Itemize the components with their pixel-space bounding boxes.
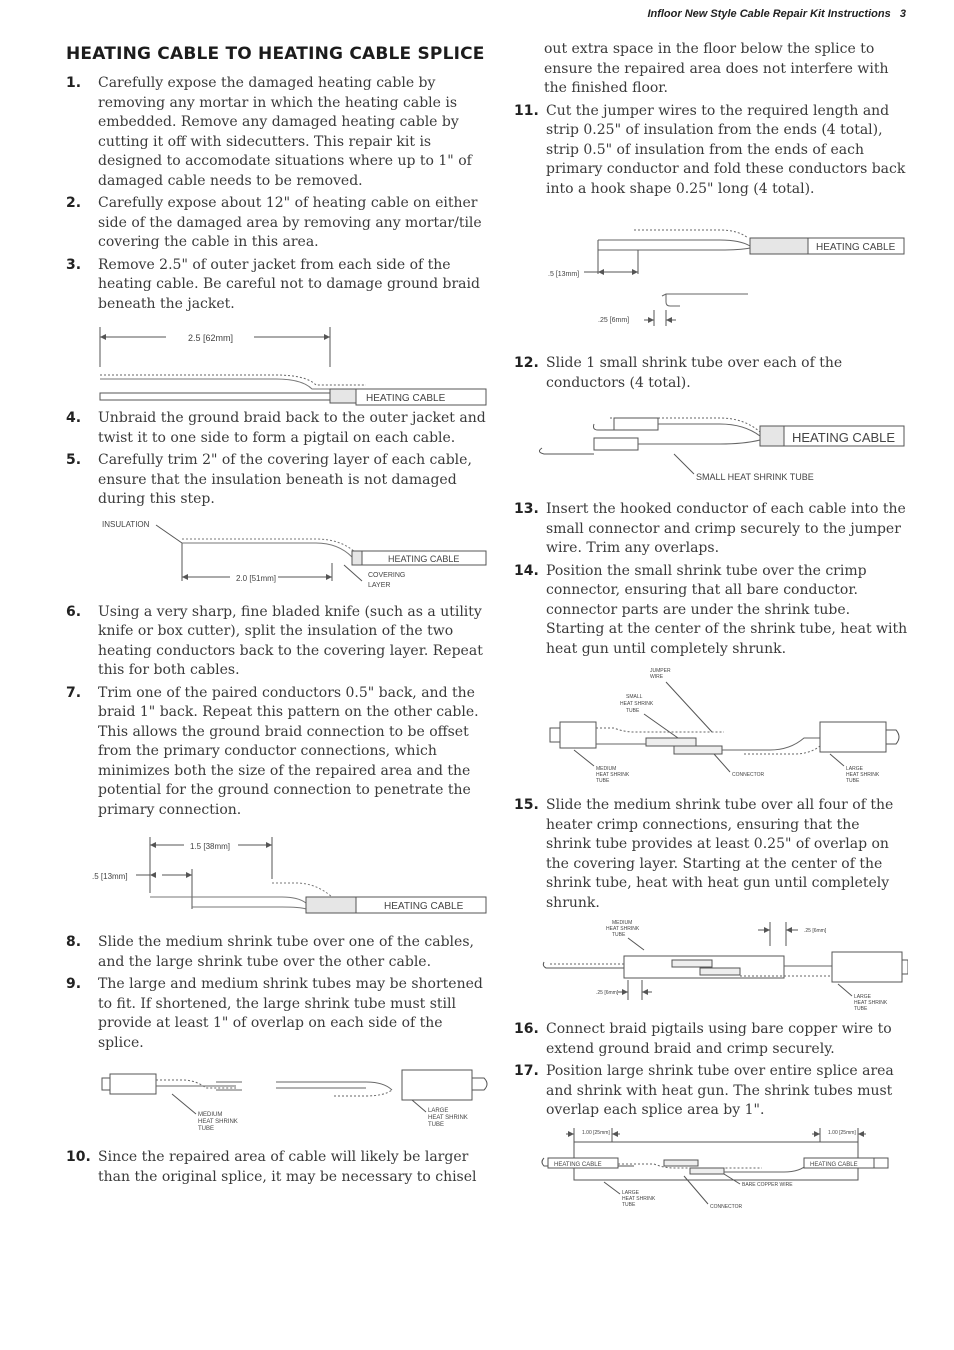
fig17-bare: BARE COPPER WIRE: [742, 1181, 793, 1188]
fig9-medium3: TUBE: [198, 1126, 215, 1132]
fig17-large1: LARGE: [622, 1189, 639, 1196]
step-6: 6. Using a very sharp, fine bladed knife (such as a utility knife or box cutter), split the insulation of the two heating conductors back to the covering layer. Repeat this for both cables.: [66, 603, 483, 678]
fig15-dim2: .25 [6mm]: [596, 990, 619, 996]
fig15-medium2: HEAT SHRINK: [606, 926, 640, 932]
fig17-large2: HEAT SHRINK: [622, 1195, 656, 1202]
figure-outer-jacket-removal: [66, 317, 490, 409]
section-title: HEATING CABLE TO HEATING CABLE SPLICE: [66, 44, 485, 64]
fig7-dim-top: 1.5 [38mm]: [190, 842, 231, 851]
header-title: Infloor New Style Cable Repair Kit Instructions: [647, 8, 891, 20]
fig17-large3: TUBE: [622, 1201, 636, 1208]
step-3: 3. Remove 2.5" of outer jacket from each side of the heating cable. Be careful not to damage ground braid beneath the jacket.: [66, 256, 480, 312]
fig15-medium1: MEDIUM: [612, 920, 633, 926]
fig14-large3: TUBE: [846, 778, 860, 784]
step-8: 8. Slide the medium shrink tube over one of the cables, and the large shrink tube over the other cable.: [66, 934, 474, 970]
fig15-large2: HEAT SHRINK: [854, 1000, 888, 1006]
fig3-label: HEATING CABLE: [366, 393, 446, 404]
fig14-small2: HEAT SHRINK: [620, 701, 654, 707]
fig5-label: HEATING CABLE: [388, 553, 460, 564]
step-16: 16. Connect braid pigtails using bare copper wire to extend ground braid and crimp securely.: [514, 1021, 892, 1057]
fig5-covering: COVERING: [368, 571, 406, 579]
figure-shrink-tubes: [66, 1056, 490, 1142]
step-9: 9. The large and medium shrink tubes may be shortened to fit. If shortened, the large shrink tube must still provide at least 1" of overlap on each side of the splice.: [66, 976, 483, 1051]
step-13: 13. Insert the hooked conductor of each cable into the small connector and crimp securely to the jumper wire. Trim any overlaps.: [514, 501, 906, 556]
fig5-layer: LAYER: [368, 581, 391, 589]
fig7-dim-left: .5 [13mm]: [92, 872, 128, 881]
fig17-dim2: 1.00 [25mm]: [828, 1129, 856, 1136]
step-7: 7. Trim one of the paired conductors 0.5" back, and the braid 1" back. Repeat this pattern on the other cable. This allows the ground braid connection to be offset from the primary conductor connections, which minimizes both the size of the repaired area and the potential for the ground connection to penetrate the primary connection.: [66, 684, 479, 818]
fig17-connector: CONNECTOR: [710, 1203, 743, 1210]
step-10-continued: out extra space in the floor below the splice to ensure the repaired area does not interfere with the finished floor.: [544, 41, 889, 96]
figure-conductor-trim: [66, 823, 490, 933]
fig5-dim: 2.0 [51mm]: [236, 573, 277, 583]
fig15-dim1: .25 [6mm]: [804, 928, 827, 934]
page-header: [647, 8, 906, 20]
fig9-large2: HEAT SHRINK: [428, 1115, 468, 1121]
right-column: [514, 40, 908, 1224]
step-2: 2. Carefully expose about 12" of heating cable on either side of the damaged area by removing any mortar/tile covering the cable in this area.: [66, 195, 482, 250]
fig14-small3: TUBE: [626, 708, 640, 714]
fig9-large3: TUBE: [428, 1122, 445, 1128]
fig12-label: HEATING CABLE: [792, 430, 896, 445]
fig14-large2: HEAT SHRINK: [846, 772, 880, 778]
fig14-connector: CONNECTOR: [732, 772, 765, 778]
fig14-medium2: HEAT SHRINK: [596, 772, 630, 778]
fig9-large1: LARGE: [428, 1108, 449, 1114]
left-column: [66, 40, 490, 1190]
step-15: 15. Slide the medium shrink tube over all four of the heater crimp connections, ensuring that the shrink tube provides at least 0.25" of overlap on the covering layer. Starting at the center of the shrink tube, heat with heat gun until completely shrunk.: [514, 797, 894, 911]
figure-medium-shrink-tube: [514, 916, 908, 1020]
fig11-dim1: .5 [13mm]: [548, 271, 580, 278]
fig15-large1: LARGE: [854, 994, 871, 1000]
fig14-medium1: MEDIUM: [596, 766, 617, 772]
fig17-label-right: HEATING CABLE: [810, 1161, 858, 1168]
step-5: 5. Carefully trim 2" of the covering layer of each cable, ensure that the insulation beneath is not damaged during this step.: [66, 452, 472, 507]
step-1: 1. Carefully expose the damaged heating cable by removing any mortar in which the heating cable is embedded. Remove any damaged heating cable by cutting it off with sidecutters. This repair kit is designed to accomodate situations where up to 1" of damaged cable needs to be removed.: [66, 75, 472, 189]
fig17-dim1: 1.00 [25mm]: [582, 1129, 610, 1136]
figure-crimp-connector: [514, 662, 908, 796]
page-number: 3: [899, 8, 906, 20]
fig11-label: HEATING CABLE: [816, 242, 896, 253]
fig11-dim2: .25 [6mm]: [598, 317, 630, 324]
fig3-dim: 2.5 [62mm]: [188, 333, 234, 343]
step-17: 17. Position large shrink tube over entire splice area and shrink with heat gun. The shrink tubes must overlap each splice area by 1".: [514, 1063, 894, 1118]
step-11: 11. Cut the jumper wires to the required length and strip 0.25" of insulation from the ends (4 total), strip 0.5" of insulation from the ends of each primary conductor and fold these conductors back into a hook shape 0.25" long (4 total).: [514, 102, 906, 197]
step-4: 4. Unbraid the ground braid back to the outer jacket and twist it to one side to form a pigtail on each cable.: [66, 410, 486, 446]
fig17-label-left: HEATING CABLE: [554, 1161, 602, 1168]
fig9-medium2: HEAT SHRINK: [198, 1119, 238, 1125]
fig14-jumper1: JUMPER: [650, 668, 671, 674]
fig7-label: HEATING CABLE: [384, 901, 464, 912]
fig14-medium3: TUBE: [596, 778, 610, 784]
fig14-small1: SMALL: [626, 694, 643, 700]
figure-small-shrink-tube: [514, 396, 908, 500]
figure-large-shrink-tube: [514, 1124, 908, 1224]
figure-covering-trim: [66, 513, 490, 603]
fig12-callout: SMALL HEAT SHRINK TUBE: [696, 472, 814, 482]
fig15-large3: TUBE: [854, 1006, 868, 1012]
fig5-insulation: INSULATION: [102, 519, 150, 529]
fig15-medium3: TUBE: [612, 932, 626, 938]
step-14: 14. Position the small shrink tube over the crimp connector, ensuring that all bare conductor. connector parts are under the shrink tube. Starting at the center of the shrink tube, heat with heat gun until completely shrunk.: [514, 562, 908, 657]
step-12: 12. Slide 1 small shrink tube over each of the conductors (4 total).: [514, 355, 843, 391]
fig14-large1: LARGE: [846, 766, 863, 772]
step-10: 10. Since the repaired area of cable will likely be larger than the original splice, it may be necessary to chisel: [66, 1149, 477, 1185]
figure-jumper-strip: [514, 202, 908, 354]
fig14-jumper2: WIRE: [650, 674, 664, 680]
fig9-medium1: MEDIUM: [198, 1112, 223, 1118]
